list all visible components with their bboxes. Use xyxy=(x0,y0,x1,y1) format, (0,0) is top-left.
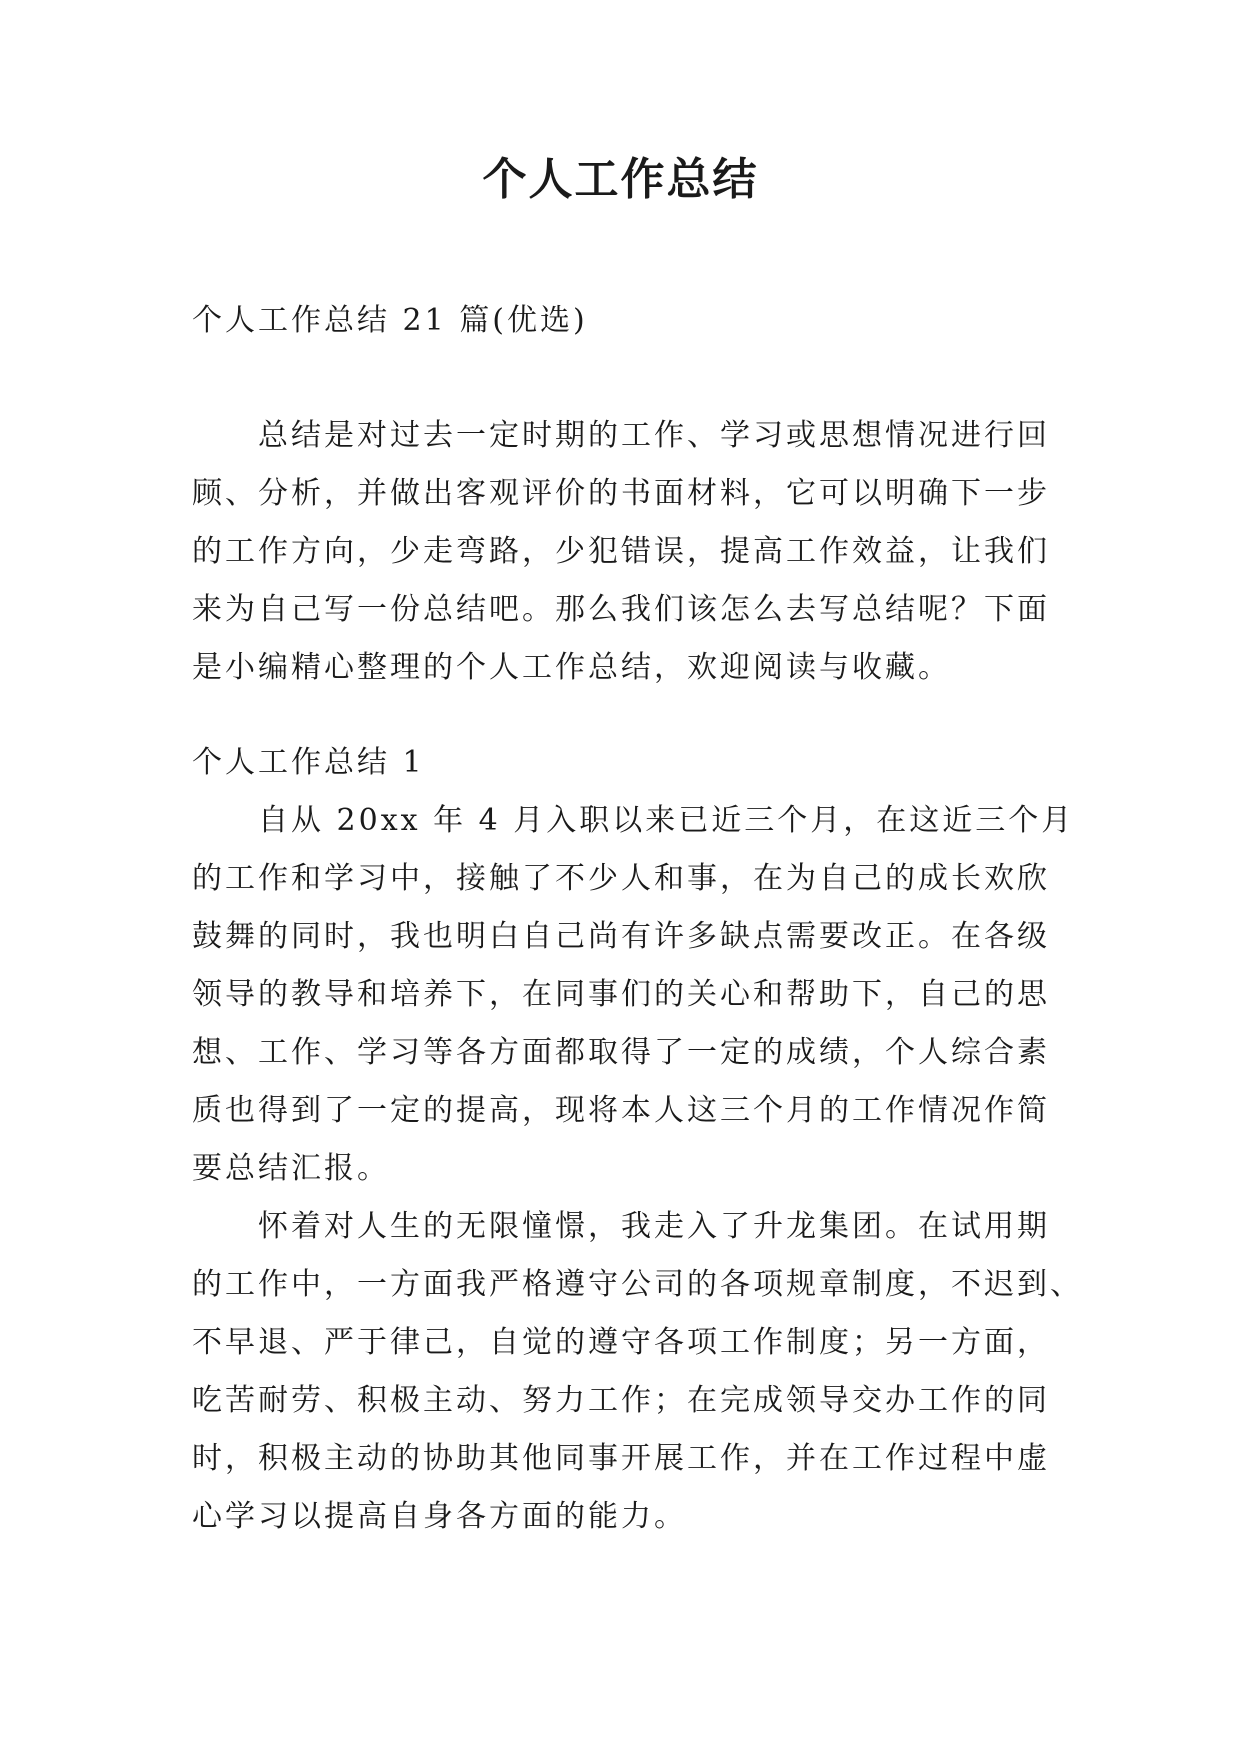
paragraph-line: 不早退、严于律己，自觉的遵守各项工作制度；另一方面， xyxy=(192,1325,1050,1360)
section1-paragraph-1 xyxy=(192,792,1075,1198)
paragraph-line: 想、工作、学习等各方面都取得了一定的成绩，个人综合素 xyxy=(192,1035,1050,1070)
document-body xyxy=(192,292,1083,1546)
paragraph-line: 领导的教导和培养下，在同事们的关心和帮助下，自己的思 xyxy=(192,977,1050,1012)
intro-line: 总结是对过去一定时期的工作、学习或思想情况进行回 xyxy=(258,418,1050,453)
paragraph-line: 自从 20xx 年 4 月入职以来已近三个月，在这近三个月 xyxy=(258,803,1075,838)
intro-line: 是小编精心整理的个人工作总结，欢迎阅读与收藏。 xyxy=(192,650,951,685)
document-title: 个人工作总结 xyxy=(482,154,759,205)
section-heading: 个人工作总结 1 xyxy=(192,745,425,780)
paragraph-line: 心学习以提高自身各方面的能力。 xyxy=(192,1499,687,1534)
paragraph-line: 的工作和学习中，接触了不少人和事，在为自己的成长欢欣 xyxy=(192,861,1050,896)
intro-paragraph xyxy=(192,407,1072,697)
paragraph-line: 怀着对人生的无限憧憬，我走入了升龙集团。在试用期 xyxy=(258,1209,1050,1244)
intro-line: 来为自己写一份总结吧。那么我们该怎么去写总结呢？下面 xyxy=(192,592,1050,627)
intro-line: 的工作方向，少走弯路，少犯错误，提高工作效益，让我们 xyxy=(192,534,1050,569)
paragraph-line: 要总结汇报。 xyxy=(192,1151,390,1186)
paragraph-line: 的工作中，一方面我严格遵守公司的各项规章制度，不迟到、 xyxy=(192,1267,1083,1302)
section1-paragraph-2 xyxy=(192,1198,1083,1546)
section-spacer xyxy=(192,697,1072,734)
paragraph-line: 吃苦耐劳、积极主动、努力工作；在完成领导交办工作的同 xyxy=(192,1383,1050,1418)
intro-line: 顾、分析，并做出客观评价的书面材料，它可以明确下一步 xyxy=(192,476,1050,511)
document-subtitle: 个人工作总结 21 篇(优选) xyxy=(192,303,588,338)
paragraph-line: 鼓舞的同时，我也明白自己尚有许多缺点需要改正。在各级 xyxy=(192,919,1050,954)
paragraph-line: 时，积极主动的协助其他同事开展工作，并在工作过程中虚 xyxy=(192,1441,1050,1476)
paragraph-line: 质也得到了一定的提高，现将本人这三个月的工作情况作简 xyxy=(192,1093,1050,1128)
